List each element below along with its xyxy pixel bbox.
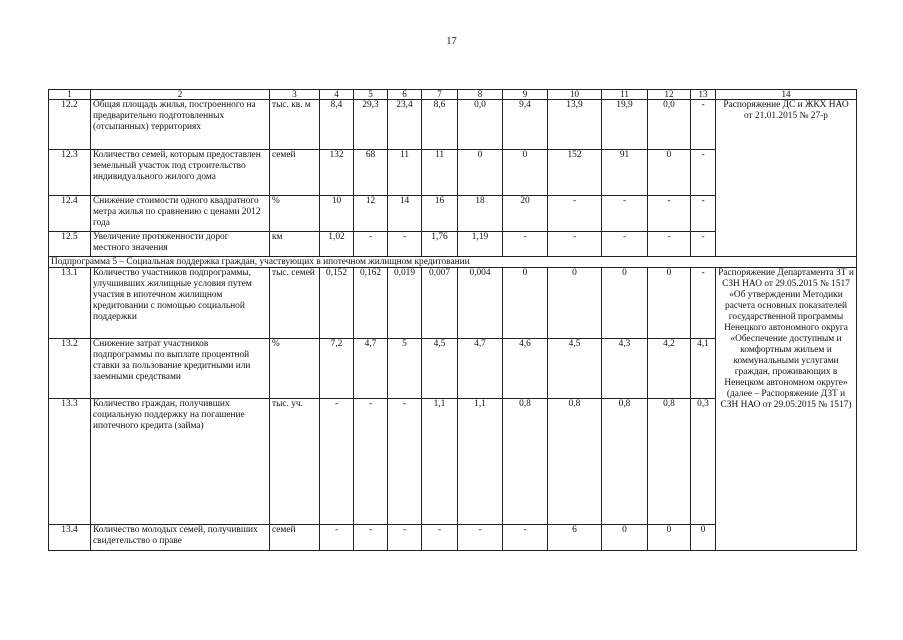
value-cell: 1,1 xyxy=(458,399,503,525)
value-cell: 8,4 xyxy=(320,100,354,150)
value-cell: 0,004 xyxy=(458,268,503,339)
value-cell: 4,6 xyxy=(503,339,548,399)
value-cell: - xyxy=(548,196,602,232)
value-cell: 20 xyxy=(503,196,548,232)
value-cell: 0 xyxy=(503,150,548,196)
value-cell: 4,7 xyxy=(458,339,503,399)
indicator-name: Общая площадь жилья, построенного на предварительно подготовленных (отсыпанных) территориях xyxy=(91,100,270,150)
value-cell: 132 xyxy=(320,150,354,196)
header-cell: 4 xyxy=(320,90,354,100)
value-cell: - xyxy=(691,268,716,339)
value-cell: 4,7 xyxy=(354,339,388,399)
value-cell: - xyxy=(648,196,691,232)
value-cell: - xyxy=(320,525,354,551)
table-row xyxy=(49,268,857,339)
header-cell: 9 xyxy=(503,90,548,100)
value-cell: 0 xyxy=(691,525,716,551)
value-cell: - xyxy=(354,232,388,257)
value-cell: 0,019 xyxy=(388,268,422,339)
value-cell: 0,8 xyxy=(503,399,548,525)
row-number: 12.2 xyxy=(49,100,91,150)
header-cell: 13 xyxy=(691,90,716,100)
row-number: 12.4 xyxy=(49,196,91,232)
value-cell: 14 xyxy=(388,196,422,232)
value-cell: - xyxy=(691,196,716,232)
value-cell: 1,19 xyxy=(458,232,503,257)
value-cell: 0 xyxy=(648,268,691,339)
value-cell: 0 xyxy=(503,268,548,339)
indicator-name: Снижение затрат участников подпрограммы по выплате процентной ставки за пользование кредитными или заемными средствами xyxy=(91,339,270,399)
value-cell: 7,2 xyxy=(320,339,354,399)
indicator-name: Количество молодых семей, получивших свидетельство о праве xyxy=(91,525,270,551)
unit-cell: тыс. семей xyxy=(270,268,320,339)
value-cell: 0,3 xyxy=(691,399,716,525)
indicator-name: Количество граждан, получивших социальную поддержку на погашение ипотечного кредита (займа) xyxy=(91,399,270,525)
value-cell: 4,5 xyxy=(422,339,458,399)
value-cell: 0,162 xyxy=(354,268,388,339)
value-cell: - xyxy=(548,232,602,257)
header-cell: 2 xyxy=(91,90,270,100)
value-cell: - xyxy=(388,525,422,551)
value-cell: 29,3 xyxy=(354,100,388,150)
value-cell: 6 xyxy=(548,525,602,551)
indicators-table xyxy=(48,89,857,551)
value-cell: - xyxy=(354,399,388,525)
header-cell: 7 xyxy=(422,90,458,100)
value-cell: - xyxy=(320,399,354,525)
value-cell: 0,0 xyxy=(458,100,503,150)
row-number: 12.5 xyxy=(49,232,91,257)
value-cell: - xyxy=(691,150,716,196)
value-cell: - xyxy=(388,232,422,257)
indicator-name: Количество семей, которым предоставлен земельный участок под строительство индивидуального жилого дома xyxy=(91,150,270,196)
value-cell: - xyxy=(503,525,548,551)
value-cell: 0 xyxy=(602,525,648,551)
header-cell: 3 xyxy=(270,90,320,100)
value-cell: - xyxy=(354,525,388,551)
value-cell: - xyxy=(602,232,648,257)
header-cell: 6 xyxy=(388,90,422,100)
unit-cell: км xyxy=(270,232,320,257)
value-cell: 91 xyxy=(602,150,648,196)
subprogram-row xyxy=(49,257,857,268)
value-cell: 11 xyxy=(422,150,458,196)
indicator-name: Количество участников подпрограммы, улучшивших жилищные условия путем участия в ипотечном жилищном кредитовании с помощью социальной поддержки xyxy=(91,268,270,339)
header-cell: 8 xyxy=(458,90,503,100)
page-number: 17 xyxy=(446,36,457,47)
row-number: 13.1 xyxy=(49,268,91,339)
value-cell: 152 xyxy=(548,150,602,196)
table-row xyxy=(49,100,857,150)
value-cell: 0 xyxy=(458,150,503,196)
header-cell: 10 xyxy=(548,90,602,100)
value-cell: - xyxy=(388,399,422,525)
value-cell: - xyxy=(648,232,691,257)
value-cell: 4,5 xyxy=(548,339,602,399)
value-cell: - xyxy=(422,525,458,551)
value-cell: - xyxy=(691,100,716,150)
subprogram-title: Подпрограмма 5 – Социальная поддержка граждан, участвующих в ипотечном жилищном кредитовании xyxy=(49,257,857,268)
header-cell: 12 xyxy=(648,90,691,100)
value-cell: 0,8 xyxy=(648,399,691,525)
unit-cell: семей xyxy=(270,150,320,196)
value-cell: 0 xyxy=(648,525,691,551)
header-cell: 5 xyxy=(354,90,388,100)
value-cell: 1,1 xyxy=(422,399,458,525)
value-cell: 11 xyxy=(388,150,422,196)
value-cell: 8,6 xyxy=(422,100,458,150)
value-cell: 4,2 xyxy=(648,339,691,399)
row-number: 12.3 xyxy=(49,150,91,196)
value-cell: - xyxy=(691,232,716,257)
value-cell: 12 xyxy=(354,196,388,232)
unit-cell: тыс. уч. xyxy=(270,399,320,525)
value-cell: 9,4 xyxy=(503,100,548,150)
value-cell: - xyxy=(458,525,503,551)
source-document: Распоряжение ДС и ЖКХ НАО от 21.01.2015 № 27-р xyxy=(716,100,857,257)
source-document: Распоряжение Департамента ЗТ и СЗН НАО от 29.05.2015 № 1517 «Об утверждении Методики расчета основных показателей государственной программы Ненецкого автономного округа «Обеспечение доступным и комфортным жильем и коммунальными услугами граждан, проживающих в Ненецком автономном округе» (далее – Распоряжение ДЗТ и СЗН НАО от 29.05.2015 № 1517) xyxy=(716,268,857,551)
value-cell: 19,9 xyxy=(602,100,648,150)
value-cell: 4,3 xyxy=(602,339,648,399)
header-cell: 1 xyxy=(49,90,91,100)
value-cell: 18 xyxy=(458,196,503,232)
value-cell: 23,4 xyxy=(388,100,422,150)
value-cell: 0,8 xyxy=(548,399,602,525)
value-cell: 4,1 xyxy=(691,339,716,399)
value-cell: 16 xyxy=(422,196,458,232)
value-cell: 0,8 xyxy=(602,399,648,525)
row-number: 13.3 xyxy=(49,399,91,525)
unit-cell: семей xyxy=(270,525,320,551)
table-body xyxy=(49,90,857,551)
value-cell: 68 xyxy=(354,150,388,196)
value-cell: 13,9 xyxy=(548,100,602,150)
header-row xyxy=(49,90,857,100)
indicator-name: Увеличение протяженности дорог местного значения xyxy=(91,232,270,257)
indicator-name: Снижение стоимости одного квадратного метра жилья по сравнению с ценами 2012 года xyxy=(91,196,270,232)
value-cell: 0 xyxy=(648,150,691,196)
row-number: 13.4 xyxy=(49,525,91,551)
value-cell: 5 xyxy=(388,339,422,399)
value-cell: 1,76 xyxy=(422,232,458,257)
unit-cell: тыс. кв. м xyxy=(270,100,320,150)
value-cell: 0,152 xyxy=(320,268,354,339)
value-cell: 0 xyxy=(602,268,648,339)
value-cell: 1,02 xyxy=(320,232,354,257)
value-cell: - xyxy=(602,196,648,232)
row-number: 13.2 xyxy=(49,339,91,399)
unit-cell: % xyxy=(270,196,320,232)
header-cell: 11 xyxy=(602,90,648,100)
unit-cell: % xyxy=(270,339,320,399)
value-cell: 0,007 xyxy=(422,268,458,339)
value-cell: 0,0 xyxy=(648,100,691,150)
value-cell: - xyxy=(503,232,548,257)
value-cell: 10 xyxy=(320,196,354,232)
header-cell: 14 xyxy=(716,90,857,100)
value-cell: 0 xyxy=(548,268,602,339)
